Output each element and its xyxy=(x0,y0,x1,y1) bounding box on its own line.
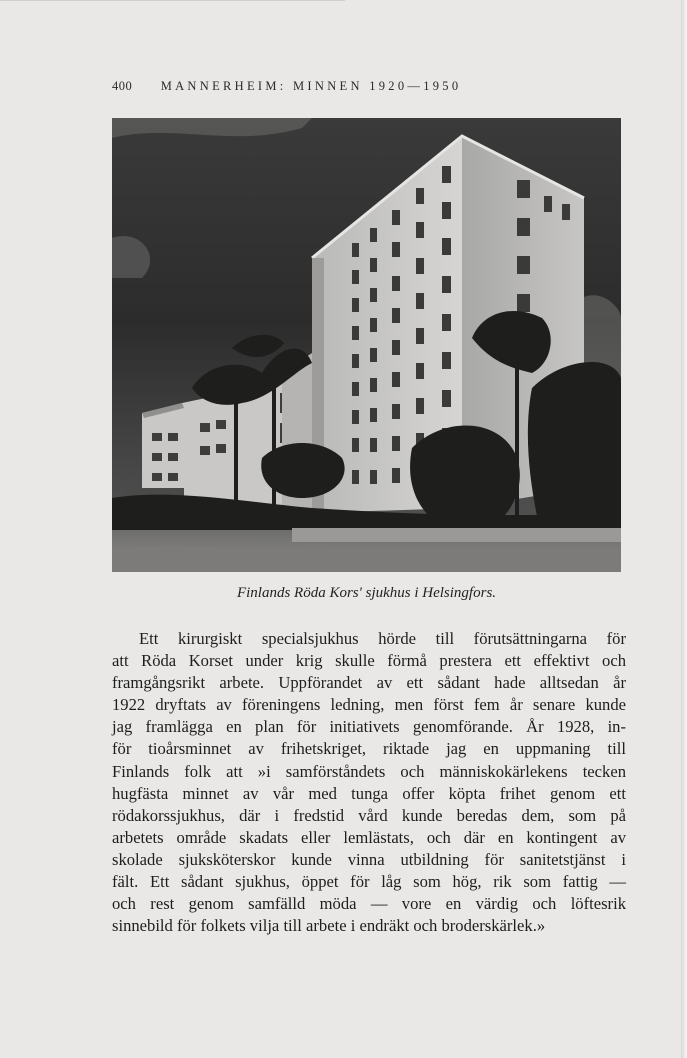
page-edge-line xyxy=(0,0,345,1)
figure-caption: Finlands Röda Kors' sjukhus i Helsingfors. xyxy=(236,585,497,601)
text-line: för tioårsminnet av frihetskriget, riktade jag en uppmaning till xyxy=(112,739,626,759)
text-line: framgångsrikt arbete. Uppförandet av ett sådant hade alltsedan år xyxy=(112,673,626,693)
body-paragraph xyxy=(112,628,626,937)
page-number: 400 xyxy=(112,79,133,93)
page-edge-shadow xyxy=(681,0,687,1058)
running-header xyxy=(112,79,622,94)
text-line: hugfästa minnet av vår med tunga offer köpta frihet genom ett xyxy=(112,783,626,803)
text-line: sinnebild för folkets vilja till arbete i endräkt och broderskärlek.» xyxy=(112,916,546,936)
text-line: skolade sjuksköterskor kunde vinna utbildning för sanitetstjänst i xyxy=(112,849,626,869)
text-line: och rest genom samfälld möda — vore en värdig och löftesrik xyxy=(112,894,626,914)
text-line: arbetets område skadats eller lemlästats, och där en kontingent av xyxy=(112,827,626,847)
text-line: 1922 dryftats av föreningens ledning, men först fem år senare kunde xyxy=(112,695,626,715)
running-title: MANNERHEIM: MINNEN 1920—1950 xyxy=(160,79,462,93)
text-line: fält. Ett sådant sjukhus, öppet för låg som hög, rik som fattig — xyxy=(112,872,626,892)
text-line: Ett kirurgiskt specialsjukhus hörde till förutsättningarna för xyxy=(139,629,626,648)
text-line: jag framlägga en plan för initiativets genomförande. År 1928, in- xyxy=(112,717,626,737)
text-line: att Röda Korset under krig skulle förmå prestera ett effektivt och xyxy=(112,651,626,671)
text-line: Finlands folk att »i samförståndets och människokärlekens tecken xyxy=(112,761,626,781)
hospital-photograph xyxy=(112,118,621,572)
text-line: rödakorssjukhus, där i fredstid vård kunde beredas dem, som på xyxy=(112,805,626,825)
